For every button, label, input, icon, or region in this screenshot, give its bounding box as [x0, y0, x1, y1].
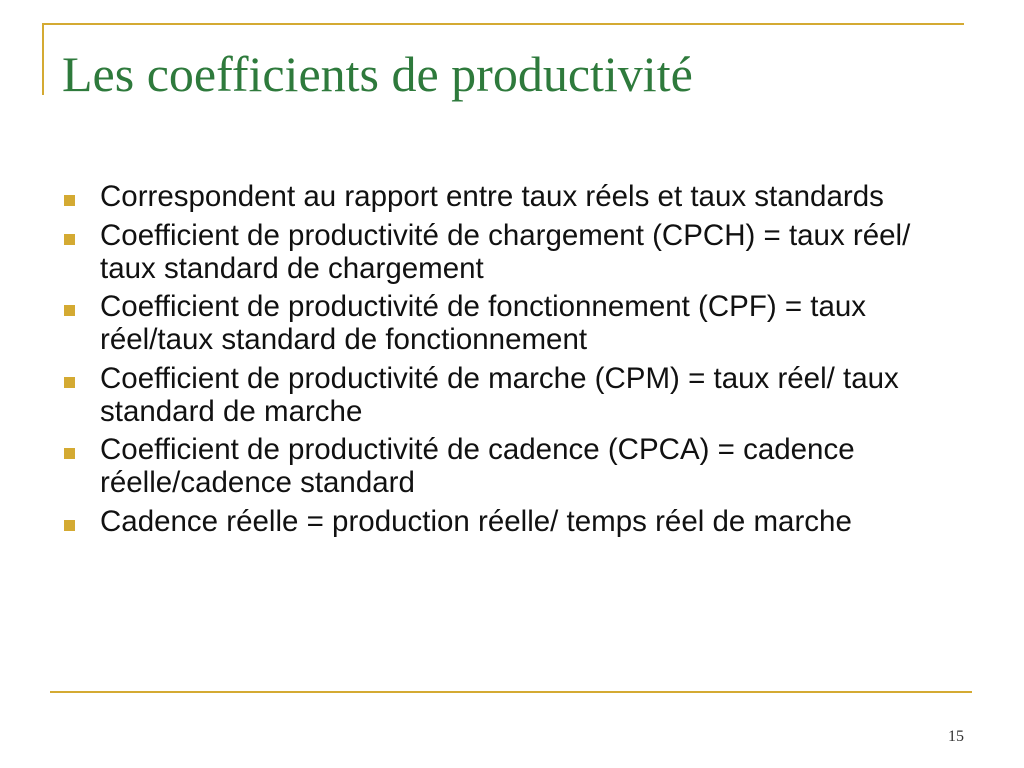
- footer-rule: [50, 691, 972, 693]
- slide-title: Les coefficients de productivité: [62, 46, 693, 102]
- bullet-text: Coefficient de productivité de fonctionnement (CPF) = taux réel/taux standard de fonctionnement: [100, 290, 867, 356]
- bullet-text: Cadence réelle = production réelle/ temps réel de marche: [100, 504, 852, 538]
- square-bullet-icon: [64, 377, 75, 388]
- square-bullet-icon: [64, 195, 75, 206]
- bullet-text: Coefficient de productivité de cadence (CPCA) = cadence réelle/cadence standard: [100, 433, 855, 499]
- bullet-text: Coefficient de productivité de marche (CPM) = taux réel/ taux standard de marche: [100, 361, 899, 428]
- bullet-item: [62, 290, 962, 356]
- bullet-item: [62, 362, 962, 428]
- bullet-item: [62, 219, 962, 285]
- bullet-item: [62, 180, 962, 213]
- square-bullet-icon: [64, 448, 75, 459]
- page-number: 15: [948, 728, 964, 745]
- bullet-text: Correspondent au rapport entre taux réels et taux standards: [100, 180, 884, 213]
- square-bullet-icon: [64, 305, 75, 316]
- title-frame-left-rule: [42, 23, 44, 95]
- square-bullet-icon: [64, 234, 75, 245]
- bullet-list: [62, 180, 962, 543]
- square-bullet-icon: [64, 520, 75, 531]
- bullet-text: Coefficient de productivité de chargement (CPCH) = taux réel/ taux standard de chargement: [100, 218, 911, 285]
- title-frame-top-rule: [42, 23, 964, 25]
- bullet-item: [62, 433, 962, 499]
- bullet-item: [62, 505, 962, 538]
